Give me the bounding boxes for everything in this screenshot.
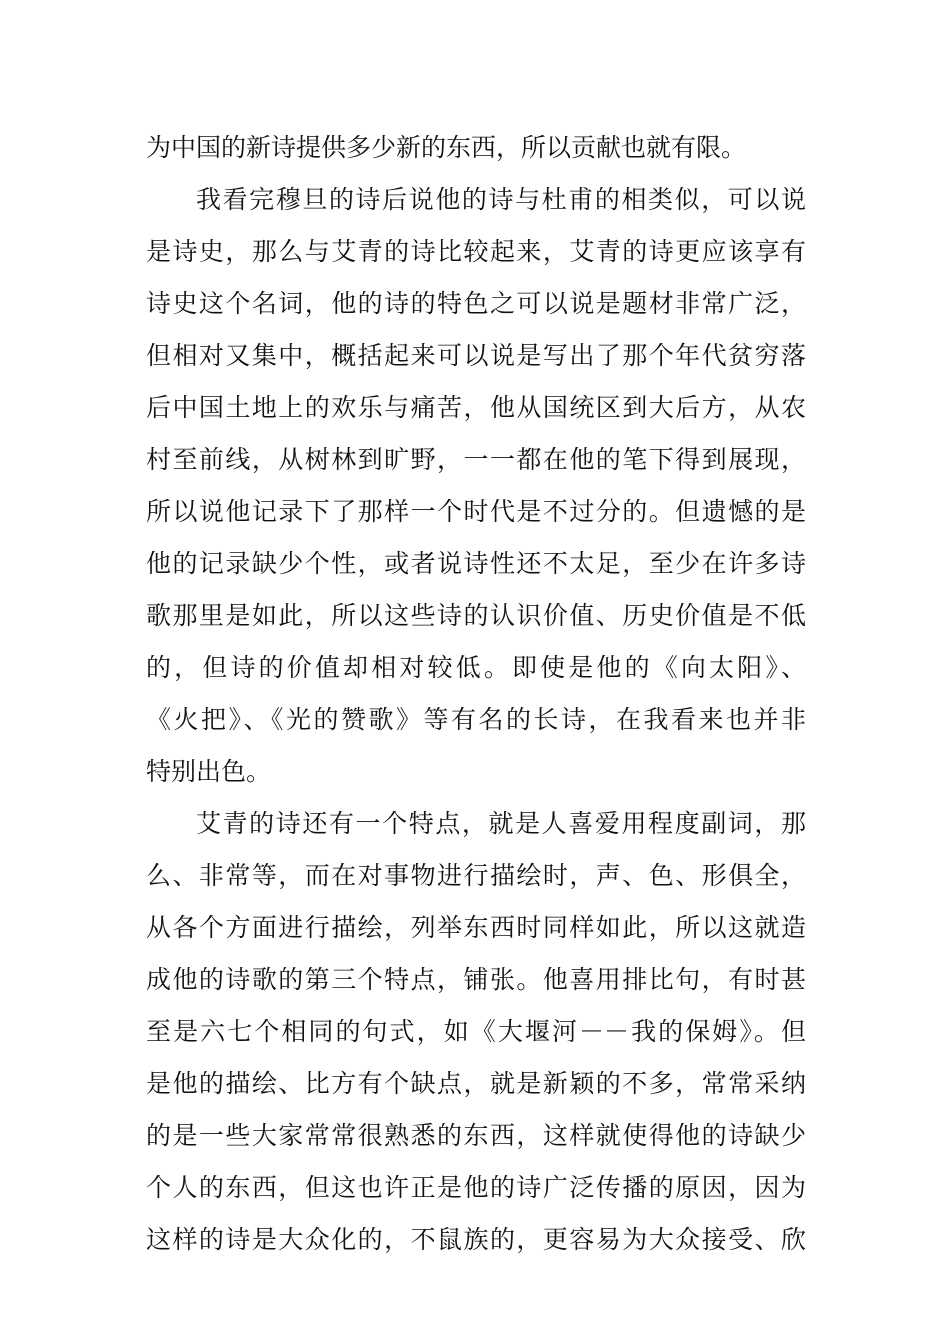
paragraph-first-line: 我看完穆旦的诗后说他的诗与杜甫的相类似，可以说 xyxy=(196,185,806,214)
text-line: 但相对又集中，概括起来可以说是写出了那个年代贫穷落 xyxy=(146,341,806,370)
text-line: 的，但诗的价值却相对较低。即使是他的《向太阳》、 xyxy=(146,653,806,682)
text-line: 他的记录缺少个性，或者说诗性还不太足，至少在许多诗 xyxy=(146,549,806,578)
text-line: 后中国土地上的欢乐与痛苦，他从国统区到大后方，从农 xyxy=(146,393,806,422)
text-line: 是诗史，那么与艾青的诗比较起来，艾青的诗更应该享有 xyxy=(146,237,806,266)
text-line: 是他的描绘、比方有个缺点，就是新颖的不多，常常采纳 xyxy=(146,1069,806,1098)
text-line: 歌那里是如此，所以这些诗的认识价值、历史价值是不低 xyxy=(146,601,806,630)
paragraph-first-line: 艾青的诗还有一个特点，就是人喜爱用程度副词，那 xyxy=(196,809,806,838)
text-line: 为中国的新诗提供多少新的东西，所以贡献也就有限。 xyxy=(146,133,747,162)
text-line: 么、非常等，而在对事物进行描绘时，声、色、形俱全， xyxy=(146,861,806,890)
text-line: 成他的诗歌的第三个特点，铺张。他喜用排比句，有时甚 xyxy=(146,965,806,994)
text-line: 所以说他记录下了那样一个时代是不过分的。但遗憾的是 xyxy=(146,497,806,526)
text-line: 村至前线，从树林到旷野，一一都在他的笔下得到展现， xyxy=(146,445,806,474)
text-line: 个人的东西，但这也许正是他的诗广泛传播的原因，因为 xyxy=(146,1173,806,1202)
text-line: 特别出色。 xyxy=(146,757,272,786)
text-line: 这样的诗是大众化的，不鼠族的，更容易为大众接受、欣 xyxy=(146,1225,806,1254)
text-line: 至是六七个相同的句式，如《大堰河－－我的保姆》。但 xyxy=(146,1017,806,1046)
text-line: 的是一些大家常常很熟悉的东西，这样就使得他的诗缺少 xyxy=(146,1121,806,1150)
text-line: 诗史这个名词，他的诗的特色之可以说是题材非常广泛， xyxy=(146,289,806,318)
text-line: 《火把》、《光的赞歌》等有名的长诗，在我看来也并非 xyxy=(146,705,806,734)
text-line: 从各个方面进行描绘，列举东西时同样如此，所以这就造 xyxy=(146,913,806,942)
